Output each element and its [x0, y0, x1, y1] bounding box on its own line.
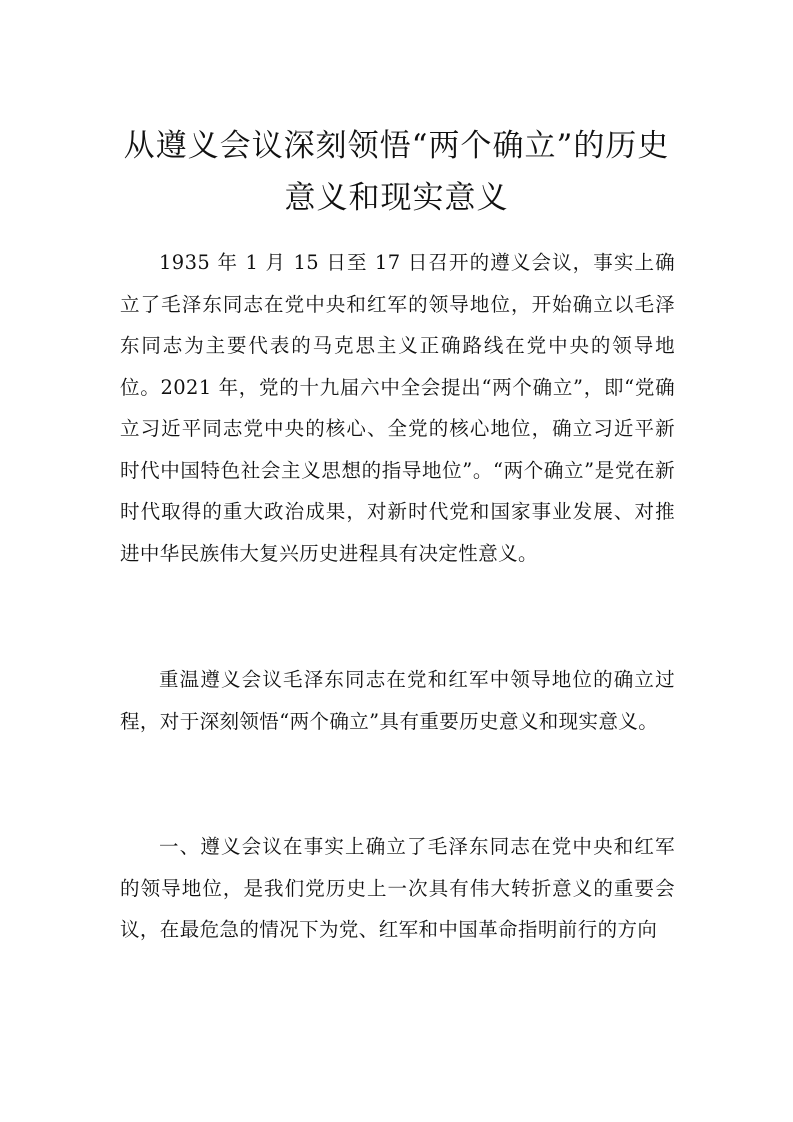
paragraph-intro: 1935 年 1 月 15 日至 17 日召开的遵义会议，事实上确立了毛泽东同志在党中央和红军的领导地位，开始确立以毛泽东同志为主要代表的马克思主义正确路线在党中央的领导地位。2021 年，党的十九届六中全会提出“两个确立”，即“党确立习近平同志党中央的核心、全党的核心地位，确立习近平新时代中国特色社会主义思想的指导地位”。“两个确立”是党在新时代取得的重大政治成果，对新时代党和国家事业发展、对推进中华民族伟大复兴历史进程具有决定性意义。 [120, 251, 675, 565]
document-title: 从遵义会议深刻领悟“两个确立”的历史意义和现实意义 [123, 128, 670, 216]
section-heading-one: 一、遵义会议在事实上确立了毛泽东同志在党中央和红军的领导地位，是我们党历史上一次具有伟大转折意义的重要会议，在最危急的情况下为党、红军和中国革命指明前行的方向 [120, 835, 675, 941]
paragraph-review: 重温遵义会议毛泽东同志在党和红军中领导地位的确立过程，对于深刻领悟“两个确立”具有重要历史意义和现实意义。 [120, 668, 675, 733]
